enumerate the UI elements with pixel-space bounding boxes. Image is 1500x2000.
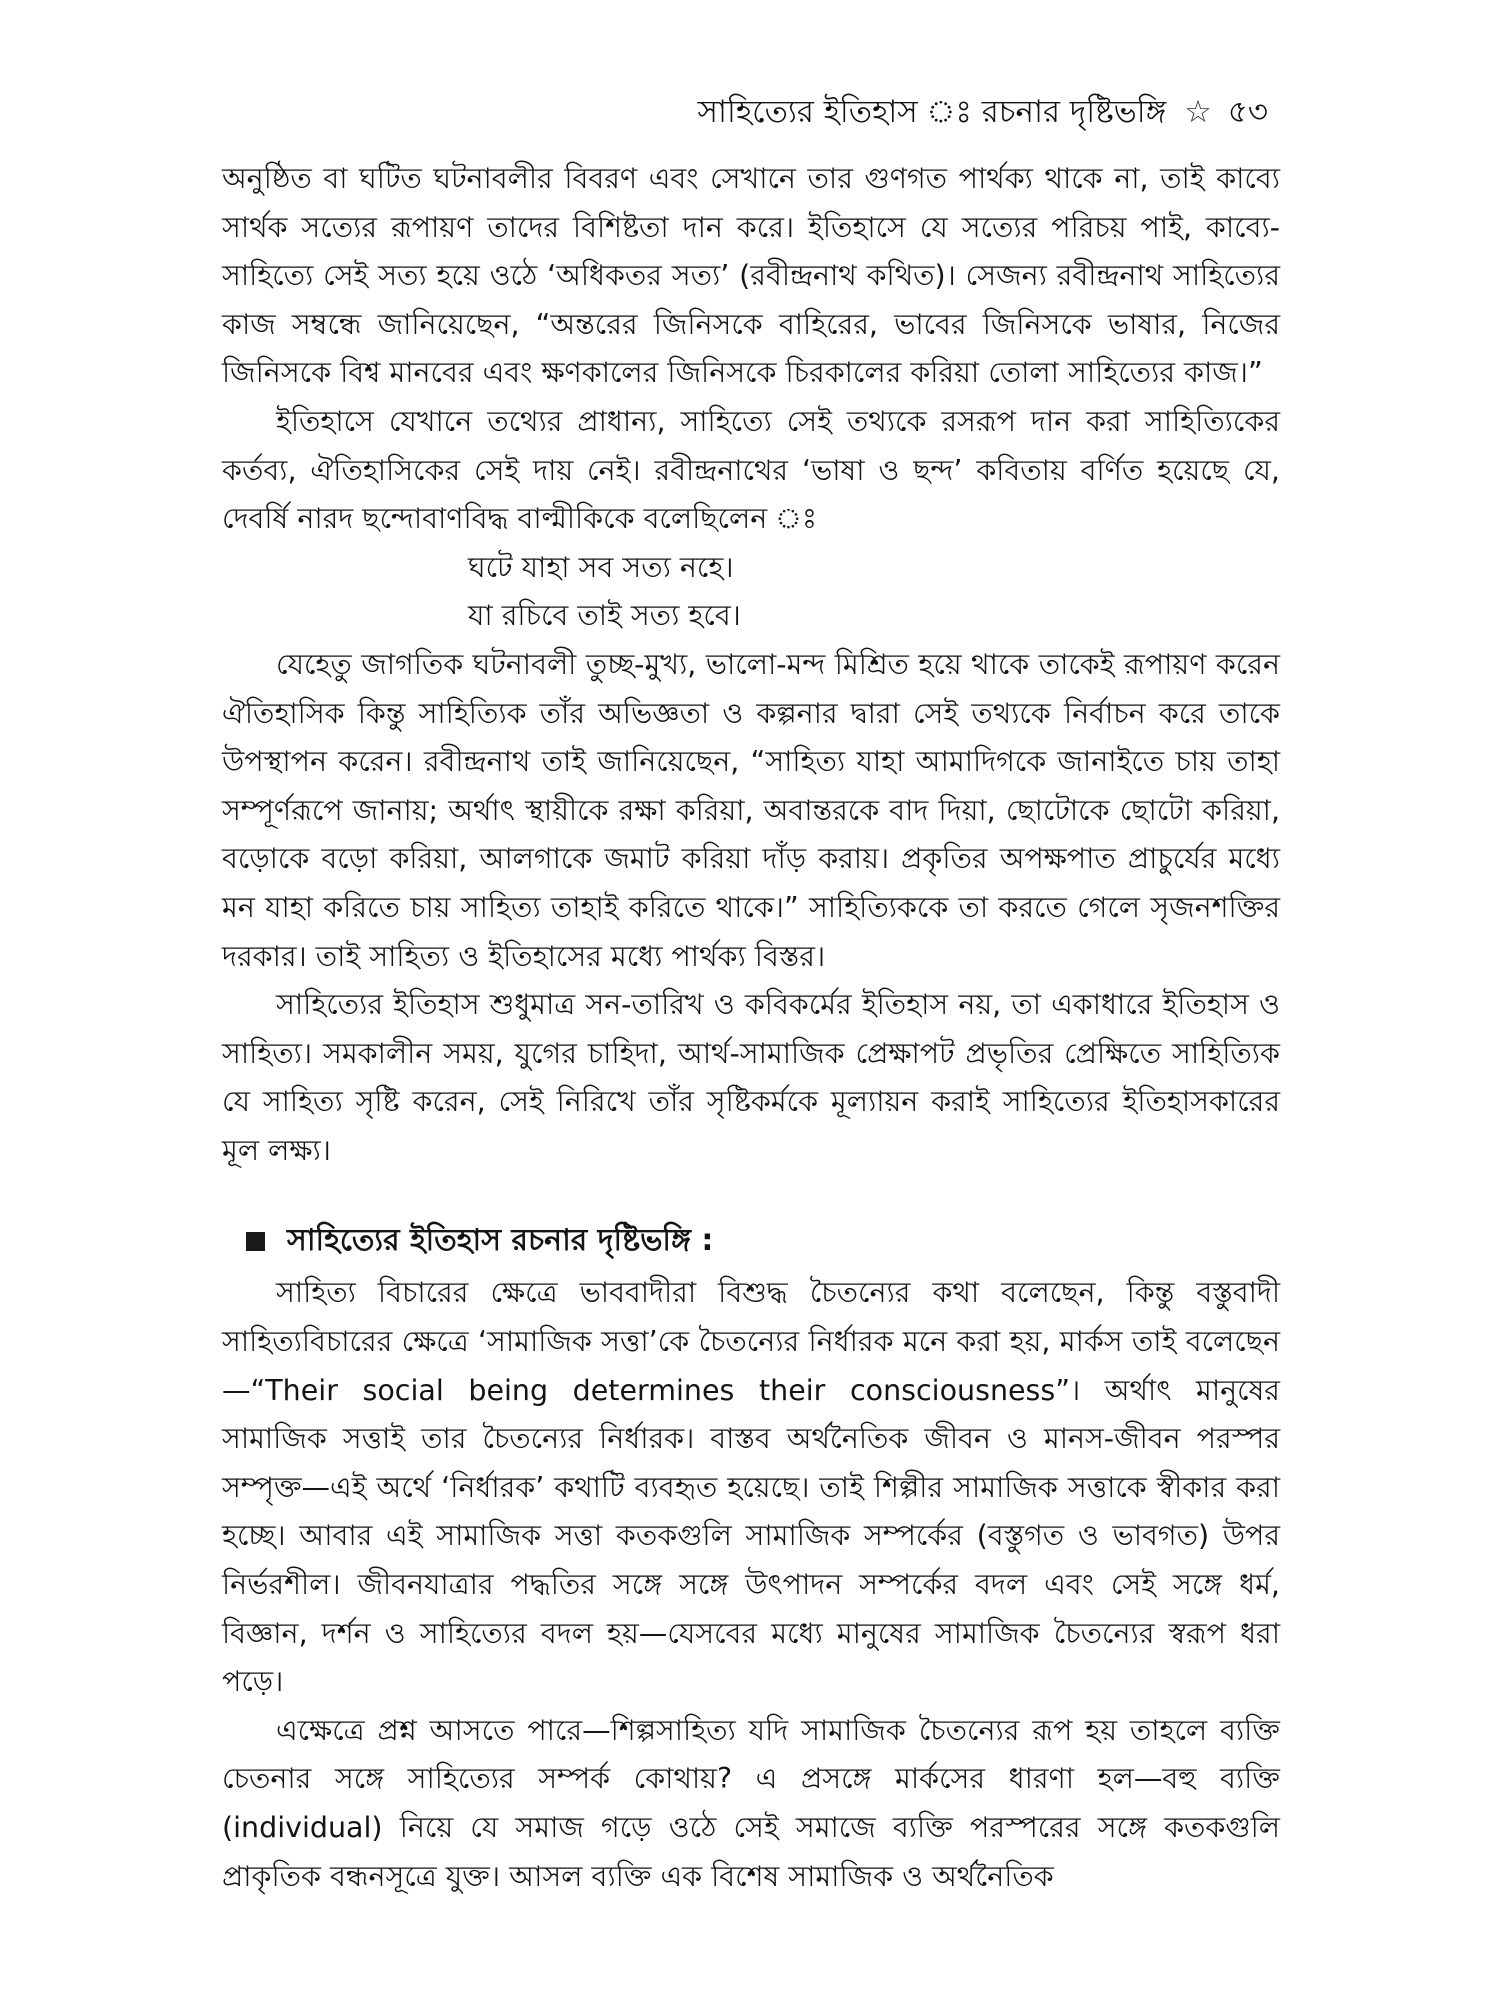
- paragraph: যেহেতু জাগতিক ঘটনাবলী তুচ্ছ-মুখ্য, ভালো-মন্দ মিশ্রিত হয়ে থাকে তাকেই রূপায়ণ করেন ঐতিহাসিক কিন্তু সাহিত্যিক তাঁর অভিজ্ঞতা ও কল্পনার দ্বারা সেই তথ্যকে নির্বাচন করে তাকে উপস্থাপন করেন। রবীন্দ্রনাথ তাই জানিয়েছেন, “সাহিত্য যাহা আমাদিগকে জানাইতে চায় তাহা সম্পূর্ণরূপে জানায়; অর্থাৎ স্থায়ীকে রক্ষা করিয়া, অবান্তরকে বাদ দিয়া, ছোটোকে ছোটো করিয়া, বড়োকে বড়ো করিয়া, আলগাকে জমাট করিয়া দাঁড় করায়। প্রকৃতির অপক্ষপাত প্রাচুর্যের মধ্যে মন যাহা করিতে চায় সাহিত্য তাহাই করিতে থাকে।” সাহিত্যিককে তা করতে গেলে সৃজনশক্তির দরকার। তাই সাহিত্য ও ইতিহাসের মধ্যে পার্থক্য বিস্তর।: [222, 647, 1280, 973]
- body-text: [222, 155, 1280, 1901]
- paragraph: ইতিহাসে যেখানে তথ্যের প্রাধান্য, সাহিত্যে সেই তথ্যকে রসরূপ দান করা সাহিত্যিকের কর্তব্য, ঐতিহাসিকের সেই দায় নেই। রবীন্দ্রনাথের ‘ভাষা ও ছন্দ’ কবিতায় বর্ণিত হয়েছে যে, দেবর্ষি নারদ ছন্দোবাণবিদ্ধ বাল্মীকিকে বলেছিলেন ঃ: [222, 404, 1280, 536]
- section-heading: [222, 1217, 1280, 1265]
- verse-line: যা রচিবে তাই সত্য হবে।: [468, 599, 741, 633]
- verse-quote: [222, 544, 1280, 641]
- verse-line: ঘটে যাহা সব সত্য নহে।: [468, 550, 734, 584]
- page-number: ৫৩: [1227, 94, 1268, 130]
- section-heading-text: সাহিত্যের ইতিহাস রচনার দৃষ্টিভঙ্গি :: [287, 1223, 714, 1259]
- paragraph: এক্ষেত্রে প্রশ্ন আসতে পারে—শিল্পসাহিত্য যদি সামাজিক চৈতন্যের রূপ হয় তাহলে ব্যক্তি চেতনার সঙ্গে সাহিত্যের সম্পর্ক কোথায়? এ প্রসঙ্গে মার্কসের ধারণা হল—বহু ব্যক্তি (individual) নিয়ে যে সমাজ গড়ে ওঠে সেই সমাজে ব্যক্তি পরস্পরের সঙ্গে কতকগুলি প্রাকৃতিক বন্ধনসূত্রে যুক্ত। আসল ব্যক্তি এক বিশেষ সামাজিক ও অর্থনৈতিক: [222, 1713, 1280, 1893]
- paragraph: সাহিত্য বিচারের ক্ষেত্রে ভাববাদীরা বিশুদ্ধ চৈতন্যের কথা বলেছেন, কিন্তু বস্তুবাদী সাহিত্যবিচারের ক্ষেত্রে ‘সামাজিক সত্তা’কে চৈতন্যের নির্ধারক মনে করা হয়, মার্কস তাই বলেছেন—“Their social being determines their consciousness”। অর্থাৎ মানুষের সামাজিক সত্তাই তার চৈতন্যের নির্ধারক। বাস্তব অর্থনৈতিক জীবন ও মানস-জীবন পরস্পর সম্পৃক্ত—এই অর্থে ‘নির্ধারক’ কথাটি ব্যবহৃত হয়েছে। তাই শিল্পীর সামাজিক সত্তাকে স্বীকার করা হচ্ছে। আবার এই সামাজিক সত্তা কতকগুলি সামাজিক সম্পর্কের (বস্তুগত ও ভাবগত) উপর নির্ভরশীল। জীবনযাত্রার পদ্ধতির সঙ্গে সঙ্গে উৎপাদন সম্পর্কের বদল এবং সেই সঙ্গে ধর্ম, বিজ্ঞান, দর্শন ও সাহিত্যের বদল হয়—যেসবের মধ্যে মানুষের সামাজিক চৈতন্যের স্বরূপ ধরা পড়ে।: [222, 1276, 1280, 1699]
- paragraph: সাহিত্যের ইতিহাস শুধুমাত্র সন-তারিখ ও কবিকর্মের ইতিহাস নয়, তা একাধারে ইতিহাস ও সাহিত্য। সমকালীন সময়, যুগের চাহিদা, আর্থ-সামাজিক প্রেক্ষাপট প্রভৃতির প্রেক্ষিতে সাহিত্যিক যে সাহিত্য সৃষ্টি করেন, সেই নিরিখে তাঁর সৃষ্টিকর্মকে মূল্যায়ন করাই সাহিত্যের ইতিহাসকারের মূল লক্ষ্য।: [222, 988, 1281, 1167]
- paragraph: অনুষ্ঠিত বা ঘটিত ঘটনাবলীর বিবরণ এবং সেখানে তার গুণগত পার্থক্য থাকে না, তাই কাব্যে সার্থক সত্যের রূপায়ণ তাদের বিশিষ্টতা দান করে। ইতিহাসে যে সত্যের পরিচয় পাই, কাব্যে-সাহিত্যে সেই সত্য হয়ে ওঠে ‘অধিকতর সত্য’ (রবীন্দ্রনাথ কথিত)। সেজন্য রবীন্দ্রনাথ সাহিত্যের কাজ সম্বন্ধে জানিয়েছেন, “অন্তরের জিনিসকে বাহিরের, ভাবের জিনিসকে ভাষার, নিজের জিনিসকে বিশ্ব মানবের এবং ক্ষণকালের জিনিসকে চিরকালের করিয়া তোলা সাহিত্যের কাজ।”: [222, 162, 1280, 390]
- header-title: সাহিত্যের ইতিহাস ঃ রচনার দৃষ্টিভঙ্গি: [697, 94, 1167, 130]
- running-header: [698, 92, 1268, 132]
- star-icon: ☆: [1184, 94, 1212, 130]
- square-bullet-icon: [246, 1232, 265, 1251]
